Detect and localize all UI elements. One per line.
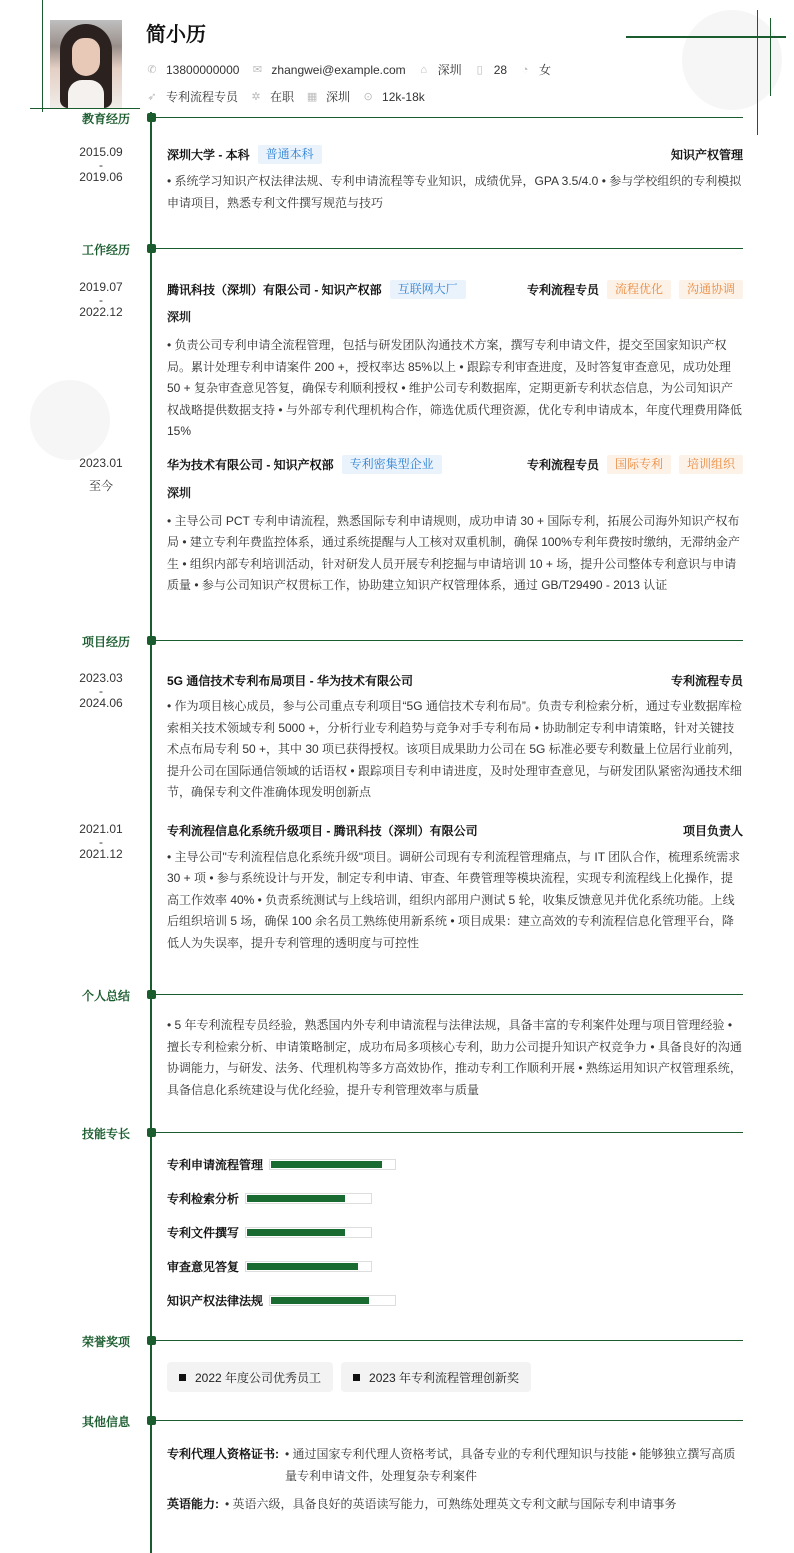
location: 深圳 (437, 63, 462, 77)
section-title: 其他信息 (81, 1415, 130, 1429)
project-name: 5G 通信技术专利布局项目 - 华为技术有限公司 (167, 673, 414, 688)
divider (151, 994, 743, 995)
role: 专利流程专员 (526, 282, 599, 297)
honor-text: 2023 年专利流程管理创新奖 (369, 1370, 520, 1385)
school: 深圳大学 - 本科 (167, 147, 250, 162)
contact-row (146, 61, 563, 78)
section-title: 教育经历 (81, 112, 130, 126)
company: 华为技术有限公司 - 知识产权部 (167, 458, 334, 472)
date-sep: - (99, 684, 103, 698)
education-entry (0, 144, 794, 214)
major: 知识产权管理 (670, 147, 743, 162)
skill-name: 专利文件撰写 (167, 1225, 240, 1240)
other-value: • 通过国家专利代理人资格考试，具备专业的专利代理知识与技能 • 能够独立撰写高质量专利申请文件，处理复杂专利案件 (285, 1447, 736, 1483)
divider (151, 1340, 743, 1341)
skill-item (167, 1290, 743, 1310)
section-summary (0, 989, 794, 1101)
skill-bar (269, 1159, 396, 1170)
section-other (0, 1415, 794, 1515)
description: • 负责公司专利申请全流程管理，包括与研发团队沟通技术方案，撰写专利申请文件，提交至国家知识产权局。累计处理专利申请案件 200 +，授权率达 85%以上 • 跟踪专利审查进度，及时答复审查意见，成功处理 50 + 复杂审查意见答复，确保专利顺利授权 • 维护公司专利数据库，定期更新专利状态信息，为公司知识产权战略提供数据支持 • 与外部专利代理机构合作，筛选优质代理资源，优化专利申请成本，年度代理费用降低 15% (167, 338, 742, 438)
section-title: 技能专长 (81, 1127, 130, 1141)
building-icon: ▦ (306, 91, 318, 103)
skill-bar (245, 1227, 372, 1238)
honor-text: 2022 年度公司优秀员工 (195, 1370, 322, 1385)
section-title: 项目经历 (81, 635, 130, 649)
role: 专利流程专员 (526, 458, 599, 472)
end-date: 至今 (88, 478, 113, 493)
candidate-name: 简小历 (146, 24, 206, 46)
section-title: 个人总结 (81, 989, 130, 1003)
salary-icon: ⊙ (363, 91, 373, 103)
decor-line (30, 108, 140, 109)
square-bullet-icon (179, 1374, 186, 1381)
square-bullet-icon (353, 1374, 360, 1381)
skill-item (167, 1154, 743, 1174)
gender-icon: ◔ (521, 63, 529, 76)
skill-tag: 国际专利 (607, 455, 671, 474)
other-item (167, 1443, 743, 1487)
position: 专利流程专员 (166, 90, 239, 104)
section-projects (0, 635, 794, 954)
skill-bar-fill (271, 1297, 369, 1304)
summary-text: • 5 年专利流程专员经验，熟悉国内外专利申请流程与法律法规，具备丰富的专利案件处理与项目管理经验 • 擅长专利检索分析、申请策略制定，成功布局多项核心专利，助力公司提升知识产权竞争力 • 具备良好的沟通协调能力，与研发、法务、代理机构等多方高效协作，推动专利工作顺利开展 • 熟练运用知识产权管理系统，具备信息化系统建设与优化经验，提升专利管理效率与质量 (167, 1018, 742, 1097)
gender: 女 (539, 63, 552, 77)
section-title: 荣誉奖项 (81, 1335, 130, 1349)
start-date: 2015.09 (79, 145, 123, 159)
send-icon: ➶ (147, 91, 157, 103)
company: 腾讯科技（深圳）有限公司 - 知识产权部 (167, 282, 382, 297)
project-entry (0, 670, 794, 804)
age: 28 (493, 62, 508, 77)
description: • 系统学习知识产权法律法规、专利申请流程等专业知识，成绩优异，GPA 3.5/4.0 • 参与学校组织的专利模拟申请项目，熟悉专利文件撰写规范与技巧 (167, 174, 742, 210)
skill-tag: 沟通协调 (679, 280, 743, 299)
email: zhangwei@example.com (271, 62, 406, 77)
tag: 专利密集型企业 (342, 455, 442, 474)
date-sep: - (99, 158, 103, 172)
decor-line (42, 0, 43, 112)
home-icon: ⌂ (420, 63, 427, 76)
start-date: 2023.03 (79, 671, 123, 685)
section-skills (0, 1127, 794, 1324)
work-entry (0, 279, 794, 443)
skill-tag: 培训组织 (679, 455, 743, 474)
description: • 主导公司 PCT 专利申请流程，熟悉国际专利申请规则，成功申请 30 + 国际专利，拓展公司海外知识产权布局 • 建立专利年费监控体系，通过系统提醒与人工核对双重机制，确保 100%专利年费按时缴纳，无滞纳金产生 • 组织内部专利培训活动，针对研发人员开展专利挖掘与申请培训 10 + 场，提升公司整体专利意识与申请质量 • 参与公司知识产权贯标工作，协助建立知识产权管理体系，通过 GB/T29490 - 2013 认证 (167, 513, 740, 592)
skill-bar (245, 1193, 372, 1204)
skill-name: 审查意见答复 (167, 1259, 240, 1274)
city: 深圳 (326, 90, 351, 104)
role: 专利流程专员 (670, 673, 743, 688)
project-entry (0, 821, 794, 955)
skill-bar-fill (247, 1195, 345, 1202)
avatar (50, 20, 122, 108)
other-key: 英语能力: (167, 1497, 219, 1511)
skill-name: 知识产权法律法规 (167, 1293, 264, 1308)
role: 项目负责人 (682, 824, 743, 838)
honor-badge (167, 1362, 333, 1392)
section-education (0, 112, 794, 214)
honor-badge (341, 1362, 531, 1392)
end-date: 2019.06 (79, 170, 123, 184)
description: • 作为项目核心成员，参与公司重点专利项目“5G 通信技术专利布局”。负责专利检索分析，通过专业数据库检索相关技术领域专利 5000 +，分析行业专利趋势与竞争对手专利布局 • 协助制定专利申请策略，针对关键技术点布局专利 50 +，其中 30 项已获得授权。该项目成果助力公司在 5G 标准必要专利数量上位居行业前列，提升公司在国际通信领域的话语权 • 跟踪项目专利申请进度，及时处理审查意见，与研发团队紧密沟通技术细节，确保专利文件准确体现发明创新点 (167, 699, 742, 799)
skill-bar (245, 1261, 372, 1272)
age-icon: ▯ (476, 64, 483, 76)
end-date: 2021.12 (79, 846, 123, 861)
description: • 主导公司"专利流程信息化系统升级"项目。调研公司现有专利流程管理痛点，与 IT 团队合作，梳理系统需求 30 + 项 • 参与系统设计与开发，制定专利申请、审查、年费管理等模块流程，实现专利流程线上化操作，提高工作效率 40% • 负责系统测试与上线培训，组织内部用户测试 5 轮，收集反馈意见并优化系统功能。上线后组织培训 5 场，确保 100 余名员工熟练使用新系统 • 项目成果：建立高效的专利流程信息化管理平台，降低人为失误率，提升专利管理的透明度与可控性 (167, 849, 741, 950)
skill-bar-fill (247, 1263, 358, 1270)
divider (151, 117, 743, 118)
phone: 13800000000 (166, 62, 240, 77)
date-sep: - (99, 834, 103, 849)
decor-circle (682, 10, 782, 110)
phone-icon: ✆ (147, 64, 157, 76)
skill-name: 专利检索分析 (167, 1191, 240, 1206)
skill-name: 专利申请流程管理 (167, 1157, 264, 1172)
decor-line (770, 18, 771, 96)
end-date: 2024.06 (79, 696, 123, 710)
tag: 互联网大厂 (390, 280, 466, 299)
project-name: 专利流程信息化系统升级项目 - 腾讯科技（深圳）有限公司 (167, 824, 478, 838)
skill-bar (269, 1295, 396, 1306)
date-sep: - (99, 293, 103, 307)
section-title: 工作经历 (81, 243, 130, 257)
job-intent-row (146, 88, 437, 105)
skill-bar-fill (247, 1229, 345, 1236)
divider (151, 1132, 743, 1133)
other-value: • 英语六级，具备良好的英语读写能力，可熟练处理英文专利文献与国际专利申请事务 (225, 1497, 677, 1511)
skill-item (167, 1188, 743, 1208)
divider (151, 1420, 743, 1421)
start-date: 2023.01 (79, 455, 123, 470)
divider (151, 640, 743, 641)
section-honors (0, 1335, 794, 1392)
tag: 普通本科 (258, 145, 322, 164)
start-date: 2019.07 (79, 280, 123, 294)
work-city: 深圳 (167, 485, 192, 500)
mail-icon: ✉ (252, 64, 263, 76)
skill-item (167, 1256, 743, 1276)
skill-item (167, 1222, 743, 1242)
work-entry (0, 455, 794, 597)
end-date: 2022.12 (79, 305, 123, 319)
skill-tag: 流程优化 (607, 280, 671, 299)
decor-line (626, 36, 786, 38)
other-item (167, 1493, 743, 1515)
status-icon: ✲ (251, 91, 261, 103)
start-date: 2021.01 (79, 821, 123, 836)
other-key: 专利代理人资格证书: (167, 1447, 279, 1461)
divider (151, 248, 743, 249)
section-work (0, 243, 794, 597)
status: 在职 (270, 90, 295, 104)
skill-bar-fill (271, 1161, 382, 1168)
salary: 12k-18k (382, 89, 425, 104)
work-city: 深圳 (167, 310, 192, 324)
